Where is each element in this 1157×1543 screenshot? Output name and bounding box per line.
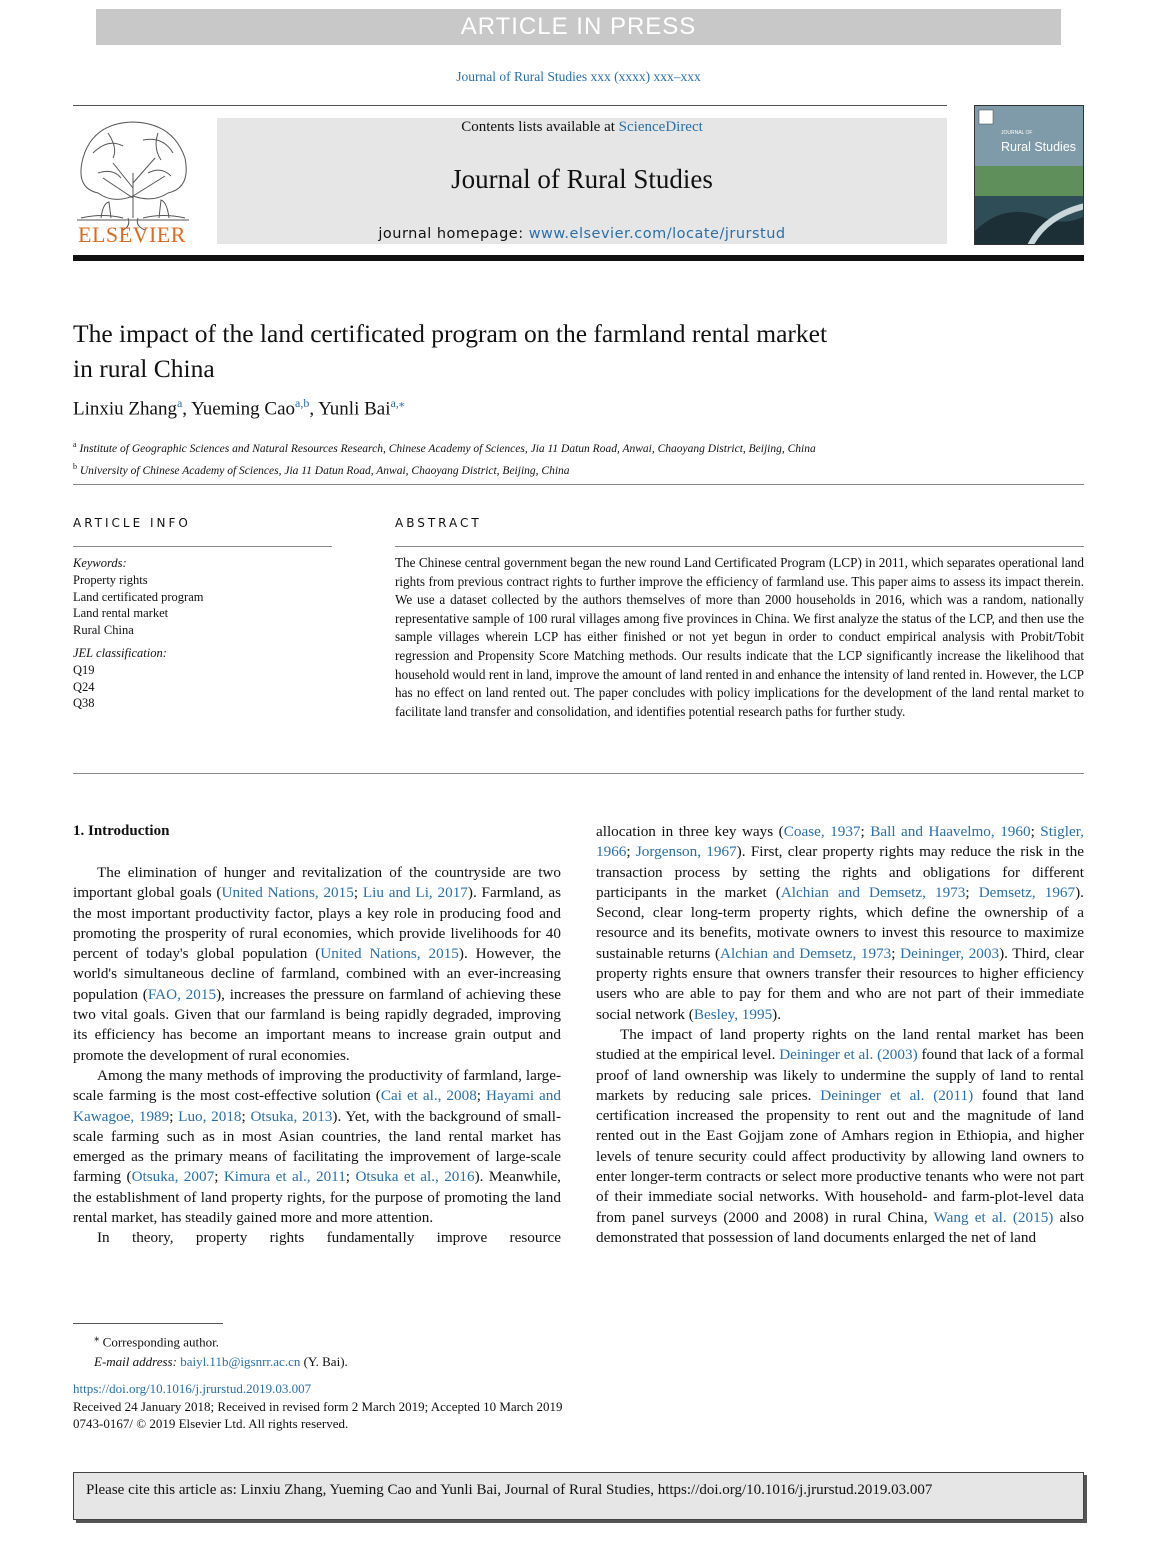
citation-link[interactable]: United Nations, 2015 [320, 945, 459, 963]
paragraph: The impact of land property rights on the land rental market has been studied at the empirical level. Deininger et al. (2003) found that lack of a formal proof of land ownership was likely to undermine the supply of land to rental markets by reducing sale prices. Deininger et al. (2011) found that land certification increased the propensity to rent out and the magnitude of land rented out in the East Gojjam zone of Amhars region in Ethiopia, and higher levels of tenure security could affect productivity by allowing land owners to enter longer-term contracts or select more productive tenants who were not part of their immediate social networks. With household- and farm-plot-level data from panel surveys (2000 and 2008) in rural China, Wang et al. (2015) also demonstrated that possession of land documents enlarged the net of land [596, 1025, 1085, 1246]
cover-title-small: JOURNAL OF [1001, 130, 1033, 136]
paragraph: The elimination of hunger and revitalization of the countryside are two important global goals (United Nations, 2015; Liu and Li, 2017). Farmland, as the most important productivity factor, plays a key role in producing food and promoting the prosperity of rural economies, which provide livelihoods for 40 percent of today's global population (United Nations, 2015). However, the world's simultaneous decline of farmland, combined with an ever-increasing population (FAO, 2015), increases the pressure on farmland of achieving these two vital goals. Given that our farmland is being rapidly degraded, improving its efficiency has become an important means to increase grain output and promote the development of rural economies. [73, 864, 561, 1064]
author-affil-mark[interactable]: a,⁎ [390, 396, 405, 410]
journal-header-box [217, 118, 947, 244]
received-dates: Received 24 January 2018; Received in revised form 2 March 2019; Accepted 10 March 2019 [73, 1398, 563, 1414]
affiliation-item [73, 458, 1084, 480]
doi-link[interactable]: https://doi.org/10.1016/j.jrurstud.2019.03.007 [73, 1381, 312, 1396]
citation-link[interactable]: Alchian and Demsetz, 1973 [720, 944, 892, 962]
citation-link[interactable]: Deininger et al. (2003) [779, 1046, 918, 1064]
cover-art-icon [975, 106, 1084, 245]
abstract-rule [395, 546, 1084, 547]
citation-link[interactable]: Deininger et al. (2011) [820, 1086, 974, 1104]
footnote-rule [73, 1323, 223, 1324]
journal-cover-image [974, 105, 1084, 245]
body-column-left [73, 863, 561, 1249]
corresponding-author-note: ⁎ Corresponding author. [94, 1332, 219, 1350]
article-in-press-banner: ARTICLE IN PRESS [96, 9, 1061, 45]
contents-prefix: Contents lists available at [461, 119, 615, 135]
citation-link[interactable]: Luo, 2018 [178, 1107, 242, 1125]
jel-item: Q19 [73, 662, 95, 677]
affiliation-mark: a [73, 440, 77, 449]
email-note: E-mail address: baiyl.11b@igsnrr.ac.cn (Y. Bai). [94, 1354, 348, 1370]
citation-link[interactable]: Jorgenson, 1967 [635, 843, 737, 861]
affiliation-mark: b [73, 461, 77, 471]
body-column-right [596, 822, 1084, 1248]
header-rule [73, 105, 947, 106]
jel-label: JEL classification: [73, 645, 167, 660]
sciencedirect-link[interactable]: ScienceDirect [618, 119, 703, 135]
author-list: Linxiu Zhang$^a$, Yueming Cao$^{a,b}$, Yunli Bai$^{a,⁎}$ [73, 396, 405, 420]
author-name[interactable]: Yunli Bai [318, 398, 391, 420]
contents-line [217, 118, 947, 136]
journal-reference[interactable]: Journal of Rural Studies xxx (xxxx) xxx–xxx [456, 69, 701, 84]
section-divider [73, 484, 1084, 485]
citation-link[interactable]: Otsuka, 2007 [131, 1168, 215, 1186]
article-title [73, 316, 1073, 386]
citation-link[interactable]: Demsetz, 1967 [978, 883, 1076, 901]
article-info-rule [73, 546, 332, 547]
homepage-prefix: journal homepage: [378, 226, 524, 242]
keyword-item: Rural China [73, 623, 134, 638]
paragraph: allocation in three key ways (Coase, 1937; Ball and Haavelmo, 1960; Stigler, 1966; Jorgenson, 1967). First, clear property rights may reduce the risk in the transaction process by setting the rights and obligations for different participants in the market (Alchian and Demsetz, 1973; Demsetz, 1967). Second, clear long-term property rights, which define the ownership of a resource and its benefits, motivate owners to invest this resource to maximize sustainable returns (Alchian and Demsetz, 1973; Deininger, 2003). Third, clear property rights ensure that owners transfer their resources to higher efficiency users who are able to pay for them and who are not part of their immediate social network (Besley, 1995). [596, 823, 1084, 1023]
jel-item: Q24 [73, 679, 95, 694]
email-label: E-mail address: [94, 1354, 177, 1370]
author-affil-mark[interactable]: a,b [295, 396, 310, 410]
footnote-mark: ⁎ [94, 1332, 100, 1344]
paragraph: Among the many methods of improving the productivity of farmland, large-scale farming is the most cost-effective solution (Cai et al., 2008; Hayami and Kawagoe, 1989; Luo, 2018; Otsuka, 2013). Yet, with the background of small-scale farming such as in most Asian countries, the land rental market has emerged as the primary means of facilitating the improvement of large-scale farming (Otsuka, 2007; Kimura et al., 2011; Otsuka et al., 2016). Meanwhile, the establishment of land property rights, for the purpose of promoting the land rental market, has steadily gained more and more attention. [73, 1066, 562, 1227]
keyword-item: Land certificated program [73, 589, 204, 604]
jel-item: Q38 [73, 696, 95, 711]
section-heading-introduction: 1. Introduction [73, 823, 170, 839]
paragraph: In theory, property rights fundamentally improve resource [97, 1229, 561, 1247]
homepage-link[interactable]: www.elsevier.com/locate/jrurstud [528, 226, 786, 242]
citation-link[interactable]: United Nations, 2015 [221, 884, 354, 902]
abstract-heading: ABSTRACT [395, 516, 482, 530]
citation-link[interactable]: Coase, 1937 [783, 823, 861, 840]
header-thick-rule [73, 255, 1084, 261]
author-name[interactable]: Yueming Cao [191, 398, 296, 420]
affiliation-item [73, 436, 1084, 458]
keyword-item: Land rental market [73, 606, 169, 621]
cover-title: Rural Studies [1001, 140, 1077, 154]
title-line-1: The impact of the land certificated program on the farmland rental market [73, 319, 828, 348]
citation-link[interactable]: Kimura et al., 2011 [223, 1168, 346, 1186]
author-affil-mark[interactable]: a [176, 396, 183, 410]
citation-link[interactable]: Otsuka et al., 2016 [355, 1168, 475, 1186]
homepage-line [217, 226, 947, 242]
citation-link[interactable]: Besley, 1995 [693, 1005, 773, 1023]
article-info-heading: ARTICLE INFO [73, 516, 191, 530]
citation-link[interactable]: Ball and Haavelmo, 1960 [870, 823, 1031, 840]
publisher-wordmark: ELSEVIER [78, 222, 186, 247]
abstract-text: The Chinese central government began the new round Land Certificated Program (LCP) in 2011, which separates operational land rights from previous contract rights to further improve the efficiency of farmland use. This paper aims to assess its impact therein. We use a dataset collected by the authors themselves of more than 2000 households in 2016, which was a random, nationally representative sample of 100 rural villages among five provinces in China. We first analyze the status of the LCP, and then use the sample villages wherein LCP has either finished or not yet begun in order to conduct empirical analysis with Probit/Tobit regression and Propensity Score Matching methods. Our results indicate that the LCP significantly increase the likelihood that household would rent in land, improve the amount of land rented in and enhance the intensity of land rented in. However, the LCP has no effect on land rented out. The paper concludes with policy implications for the development of the land rental market to facilitate land transfer and consolidation, and identifies potential research paths for further study. [395, 555, 1084, 719]
keywords-block [73, 555, 333, 712]
keywords-label: Keywords: [73, 556, 127, 570]
citation-link[interactable]: Deininger, 2003 [900, 944, 1000, 962]
citation-link[interactable]: Stigler, 1966 [596, 823, 1084, 861]
affiliation-text: Institute of Geographic Sciences and Natural Resources Research, Chinese Academy of Sciences, Jia 11 Datun Road, Anwai, Chaoyang District, Beijing, China [79, 442, 816, 455]
citation-link[interactable]: Otsuka, 2013 [250, 1107, 333, 1125]
author-name[interactable]: Linxiu Zhang [73, 398, 177, 420]
article-meta [73, 1380, 873, 1433]
email-link[interactable]: baiyl.11b@igsnrr.ac.cn [180, 1354, 301, 1370]
citation-box: Please cite this article as: Linxiu Zhang, Yueming Cao and Yunli Bai, Journal of Rural Studies, https://doi.org/10.1016/j.jrurstud.2019.03.007 [73, 1472, 1084, 1520]
abstract-end-rule [73, 773, 1084, 774]
footnote [73, 1328, 773, 1372]
citation-link[interactable]: FAO, 2015 [147, 985, 217, 1003]
citation-link[interactable]: Cai et al., 2008 [380, 1087, 477, 1105]
affiliation-text: University of Chinese Academy of Sciences, Jia 11 Datun Road, Anwai, Chaoyang District, Beijing, China [79, 464, 570, 477]
citation-link[interactable]: Liu and Li, 2017 [362, 884, 468, 902]
journal-name: Journal of Rural Studies [451, 164, 713, 194]
copyright-line: 0743-0167/ © 2019 Elsevier Ltd. All rights reserved. [73, 1416, 349, 1431]
citation-link[interactable]: Wang et al. (2015) [933, 1208, 1054, 1226]
citation-link[interactable]: Alchian and Demsetz, 1973 [780, 883, 966, 901]
citation-link[interactable]: Hayami and Kawagoe, 1989 [73, 1087, 561, 1125]
affiliations [73, 436, 1084, 480]
keyword-item: Property rights [73, 572, 148, 587]
title-line-2: in rural China [73, 354, 215, 383]
